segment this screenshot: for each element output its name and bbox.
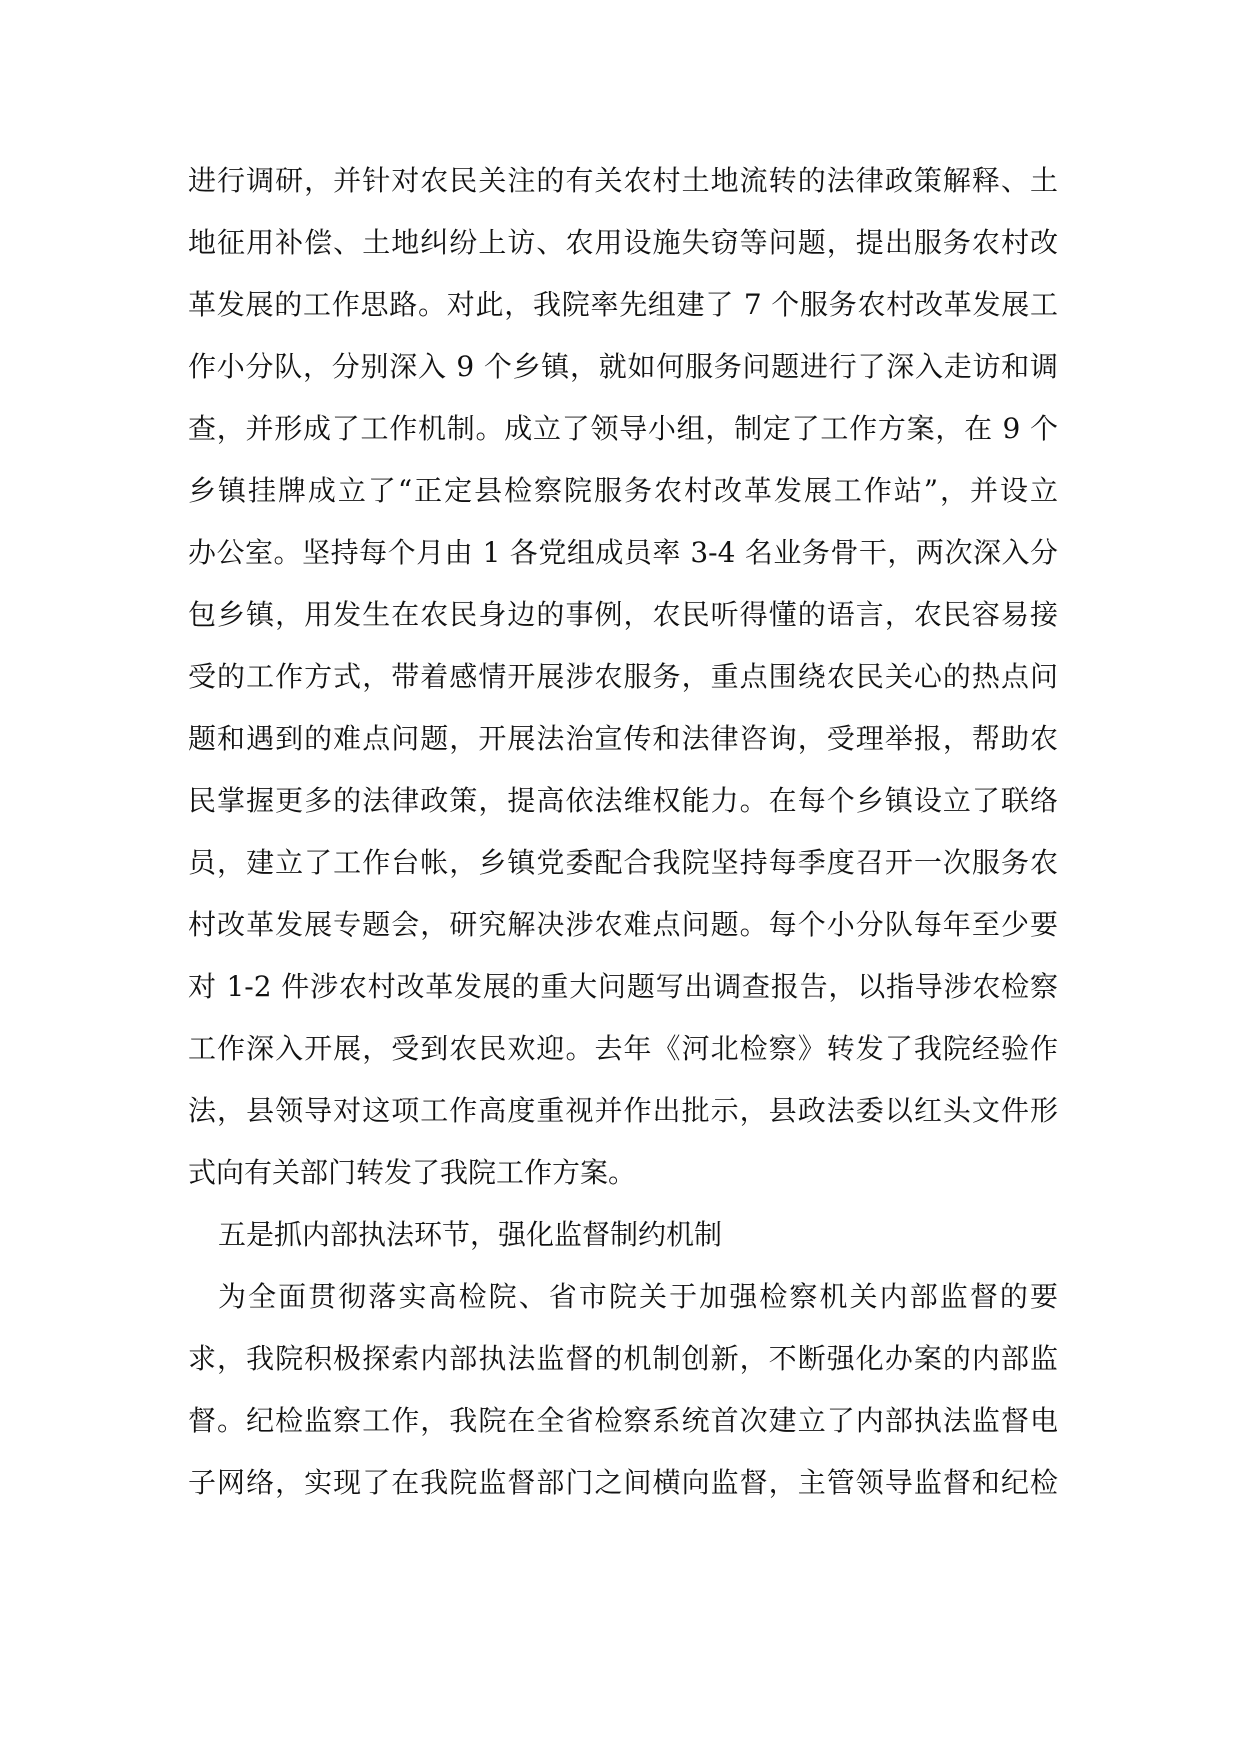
body-line-13: 村改革发展专题会，研究解决涉农难点问题。每个小分队每年至少要 xyxy=(188,908,1058,941)
body-line-1: 进行调研，并针对农民关注的有关农村土地流转的法律政策解释、土 xyxy=(188,164,1058,197)
document-body xyxy=(188,150,1058,1514)
body-line-19: 为全面贯彻落实高检院、省市院关于加强检察机关内部监督的要 xyxy=(218,1280,1058,1313)
body-line-2: 地征用补偿、土地纠纷上访、农用设施失窃等问题，提出服务农村改 xyxy=(188,226,1058,259)
body-line-9: 受的工作方式，带着感情开展涉农服务，重点围绕农民关心的热点问 xyxy=(188,660,1058,693)
body-line-21: 督。纪检监察工作，我院在全省检察系统首次建立了内部执法监督电 xyxy=(188,1404,1058,1437)
body-line-22: 子网络，实现了在我院监督部门之间横向监督，主管领导监督和纪检 xyxy=(188,1466,1058,1499)
body-line-14: 对 1-2 件涉农村改革发展的重大问题写出调查报告，以指导涉农检察 xyxy=(188,970,1058,1003)
body-line-17: 式向有关部门转发了我院工作方案。 xyxy=(188,1156,637,1189)
body-line-10: 题和遇到的难点问题，开展法治宣传和法律咨询，受理举报，帮助农 xyxy=(188,722,1058,755)
body-line-15: 工作深入开展，受到农民欢迎。去年《河北检察》转发了我院经验作 xyxy=(188,1032,1058,1065)
body-line-11: 民掌握更多的法律政策，提高依法维权能力。在每个乡镇设立了联络 xyxy=(188,784,1058,817)
body-line-6: 乡镇挂牌成立了“正定县检察院服务农村改革发展工作站”，并设立 xyxy=(188,474,1058,507)
section-heading: 五是抓内部执法环节，强化监督制约机制 xyxy=(218,1218,723,1251)
body-line-16: 法，县领导对这项工作高度重视并作出批示，县政法委以红头文件形 xyxy=(188,1094,1058,1127)
body-line-20: 求，我院积极探索内部执法监督的机制创新，不断强化办案的内部监 xyxy=(188,1342,1058,1375)
body-line-3: 革发展的工作思路。对此，我院率先组建了 7 个服务农村改革发展工 xyxy=(188,288,1058,321)
body-line-8: 包乡镇，用发生在农民身边的事例，农民听得懂的语言，农民容易接 xyxy=(188,598,1058,631)
body-line-5: 查，并形成了工作机制。成立了领导小组，制定了工作方案，在 9 个 xyxy=(188,412,1058,445)
body-line-7: 办公室。坚持每个月由 1 各党组成员率 3-4 名业务骨干，两次深入分 xyxy=(188,536,1058,569)
body-line-12: 员，建立了工作台帐，乡镇党委配合我院坚持每季度召开一次服务农 xyxy=(188,846,1058,879)
body-line-4: 作小分队，分别深入 9 个乡镇，就如何服务问题进行了深入走访和调 xyxy=(188,350,1058,383)
